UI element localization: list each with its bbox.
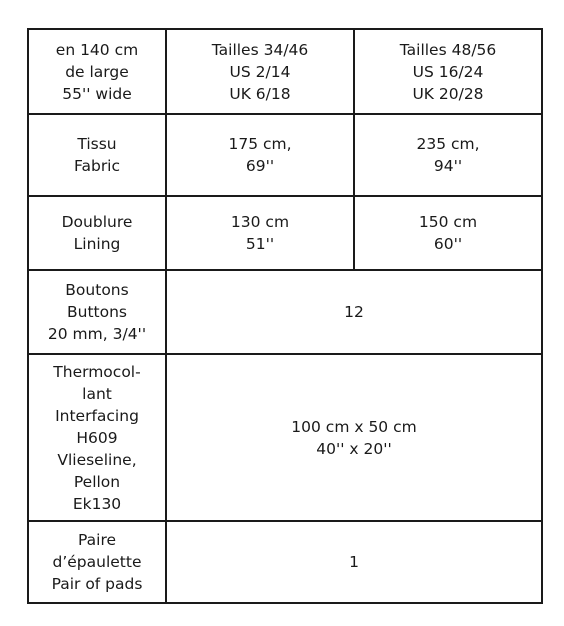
fabric-large-cell: 235 cm, 94'' — [354, 114, 542, 196]
lining-small-cell: 130 cm 51'' — [166, 196, 354, 270]
table-row — [28, 270, 542, 354]
fabric-small-cell: 175 cm, 69'' — [166, 114, 354, 196]
table-header-row — [28, 29, 542, 114]
pads-label-cell: Paire d’épaulette Pair of pads — [28, 521, 166, 603]
table-row — [28, 196, 542, 270]
width-label-cell: en 140 cm de large 55'' wide — [28, 29, 166, 114]
table-row — [28, 354, 542, 521]
materials-table — [27, 28, 543, 604]
buttons-label-cell: Boutons Buttons 20 mm, 3/4'' — [28, 270, 166, 354]
fabric-label-cell: Tissu Fabric — [28, 114, 166, 196]
buttons-value-cell: 12 — [166, 270, 542, 354]
table-row — [28, 521, 542, 603]
pads-value-cell: 1 — [166, 521, 542, 603]
size-range-large-cell: Tailles 48/56 US 16/24 UK 20/28 — [354, 29, 542, 114]
interfacing-value-cell: 100 cm x 50 cm 40'' x 20'' — [166, 354, 542, 521]
table-row — [28, 114, 542, 196]
lining-large-cell: 150 cm 60'' — [354, 196, 542, 270]
size-range-small-cell: Tailles 34/46 US 2/14 UK 6/18 — [166, 29, 354, 114]
interfacing-label-cell: Thermocol- lant Interfacing H609 Vlieseline, Pellon Ek130 — [28, 354, 166, 521]
lining-label-cell: Doublure Lining — [28, 196, 166, 270]
